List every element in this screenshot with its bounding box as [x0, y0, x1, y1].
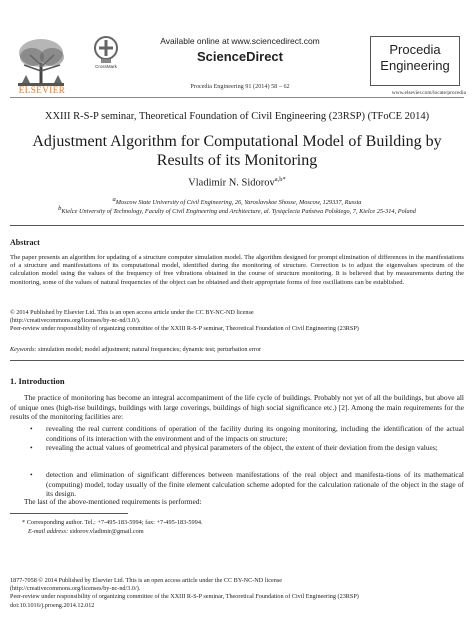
corresponding-author-note: * Corresponding author. Tel.: +7-495-183-5994; fax: +7-495-183-5994. [22, 519, 203, 526]
header-divider [10, 97, 464, 98]
doi-line[interactable]: doi:10.1016/j.proeng.2014.12.012 [10, 601, 95, 609]
affiliation-text: Moscow State University of Civil Engineering, 26, Yaroslavskoe Shosse, Moscow, 129337, Russia [115, 199, 362, 207]
journal-url-link[interactable]: www.elsevier.com/locate/procedia [391, 90, 466, 96]
bullet-icon: • [30, 424, 33, 433]
journal-name-box [370, 36, 460, 86]
issn-copyright-line: 1877-7058 © 2014 Published by Elsevier Ltd. This is an open access article under the CC BY-NC-ND license [10, 577, 282, 584]
abstract-heading: Abstract [10, 238, 40, 247]
list-item-text: revealing the real current conditions of operation of the facility during its ongoing monitoring, including the identification of the actual conditions of its interaction with the environment and of the impacts on structure; [46, 424, 464, 443]
title-divider [10, 225, 464, 226]
email-link[interactable]: sidorov.vladimir@gmail.com [69, 528, 144, 535]
email-label: E-mail address: [28, 528, 69, 535]
sciencedirect-wordmark: ScienceDirect [197, 49, 283, 64]
keywords-divider [10, 360, 464, 361]
keywords-label: Keywords: [10, 346, 37, 353]
journal-name-line1: Procedia [389, 42, 441, 57]
journal-reference: Procedia Engineering 91 (2014) 58 – 62 [190, 83, 290, 90]
abstract-body: The paper presents an algorithm for updating of a structure computer simulation model. The algorithm designed for prompt elimination of differences in the manifestations of a structure and manifestations of its computational model, identified during the monitoring of structure. Correction is to adjust the eigenvalues spectrum of the calculation model using the values of the frequency of free vibrations obtained in the course of structure monitoring. It is believed that by measurements during the monitoring, some of the values of natural frequencies of the object can be obtained and their appropriate forms of free oscillations can be established. [10, 254, 464, 286]
conference-line: XXIII R-S-P seminar, Theoretical Foundation of Civil Engineering (23RSP) (TFoCE 2014) [44, 111, 430, 122]
intro-closing-line: The last of the above-mentioned requirements is performed: [24, 497, 202, 506]
bottom-copyright-block [10, 577, 464, 610]
paper-title: Adjustment Algorithm for Computational Model of Building by Results of its Monitoring [32, 133, 442, 169]
affiliation-b [20, 205, 454, 215]
online-availability-line[interactable]: Available online at www.sciencedirect.com [160, 36, 320, 46]
keywords-list: simulation model; model adjustment; natural frequencies; dynamic test; perturbation error [38, 346, 261, 353]
publisher-wordmark: ELSEVIER [18, 85, 66, 95]
peer-review-line: Peer-review under responsibility of organizing committee of the XXIII R-S-P seminar, Theoretical Foundation of Civil Engineering (23RSP) [10, 593, 359, 601]
section-heading: 1. Introduction [10, 376, 65, 386]
crossmark-icon[interactable] [92, 35, 120, 65]
email-note [28, 528, 468, 535]
bullet-icon: • [30, 443, 33, 452]
list-item-text: detection and elimination of significant differences between manifestations of the real object and manifesta-tions of its mathematical (computing) model, today usually of the finite element calculation scheme adopted for the calculation rationale of the object in the stage of its design. [46, 470, 464, 499]
license-link[interactable]: (http://creativecommons.org/licenses/by-nc-nd/3.0/). [10, 317, 141, 324]
author-superscript: a,b* [274, 176, 286, 183]
list-item-text: revealing the actual values of geometrical and physical parameters of the object, the extent of their deviation from the design values; [46, 443, 438, 452]
affiliation-mark: b [58, 205, 62, 212]
affiliation-text: Kielce University of Technology, Faculty of Civil Engineering and Architecture, al. Tysiąclecia Państwa Polskiego, 7, Kielce 25-314, Poland [61, 208, 416, 216]
copyright-line: © 2014 Published by Elsevier Ltd. This is an open access article under the CC BY-NC-ND license [10, 309, 254, 316]
footnote-divider [10, 513, 128, 514]
author-name: Vladimir N. Sidorov [188, 177, 275, 189]
crossmark-label: CrossMark [95, 64, 117, 69]
journal-name-line2: Engineering [380, 58, 450, 73]
license-link[interactable]: (http://creativecommons.org/licenses/by-nc-nd/3.0/). [10, 585, 141, 593]
affiliation-mark: a [112, 196, 116, 203]
bullet-icon: • [30, 470, 33, 479]
author-line [10, 176, 464, 189]
intro-paragraph: The practice of monitoring has become an integral accompaniment of the life cycle of buildings. Probably not yet of all the buildings, but above all of unique ones (high-rise buildings, buildings with large coverings, buildings of high social significance etc.) [2]. Among the main requirements for the results of the monitoring facilities are: [10, 393, 464, 422]
copyright-notice [10, 309, 464, 333]
peer-review-line: Peer-review under responsibility of organizing committee of the XXIII R-S-P seminar, Theoretical Foundation of Civil Engineering (23RSP) [10, 325, 359, 332]
keywords-line [10, 346, 464, 353]
